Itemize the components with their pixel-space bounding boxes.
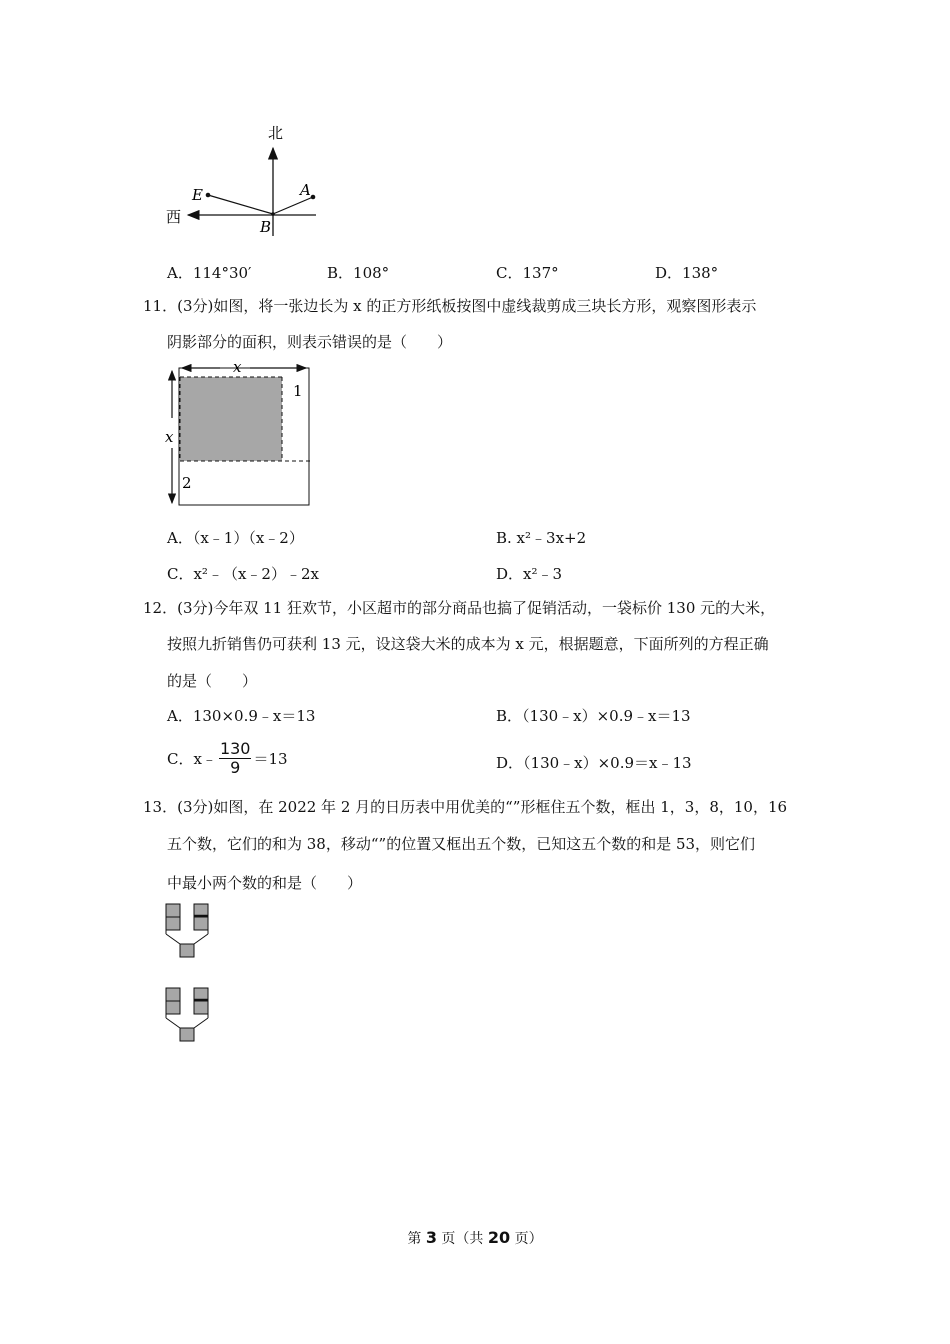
q12-option-c-prefix: C．x﹣ [167,750,217,768]
page-footer [0,1228,950,1248]
footer-page-number: 3 [425,1228,437,1247]
ray-ba [273,197,313,214]
footer-middle: 页（共 [436,1231,488,1247]
label-b: B [260,218,272,236]
west-label: 西 [166,208,182,226]
shaded-rect [180,377,282,461]
q10-option-d: D．138° [655,264,719,282]
q10-option-a: A．114°30′ [167,264,252,282]
fraction-denominator: 9 [230,758,241,777]
footer-prefix: 第 [407,1231,426,1247]
footer-total-pages: 20 [487,1228,511,1247]
frame-shape-2 [163,986,213,1044]
q10-option-b: B．108° [327,264,390,282]
north-label: 北 [268,124,284,142]
footer-suffix: 页） [510,1231,543,1247]
fraction-numerator: 130 [219,739,251,758]
label-1: 1 [293,382,303,400]
q13-line-3: 中最小两个数的和是（ ） [167,874,363,892]
q12-option-d: D．（130﹣x）×0.9＝x﹣13 [496,754,692,772]
q11-option-c: C．x²﹣（x﹣2）﹣2x [167,565,319,583]
compass-figure [160,118,330,243]
q12-line-2: 按照九折销售仍可获利 13 元，设这袋大米的成本为 x 元，根据题意，下面所列的方程正确 [167,635,769,653]
frame-shape-1 [163,902,213,960]
q11-line-2: 阴影部分的面积，则表示错误的是（ ） [167,333,453,351]
square-figure [160,358,320,510]
x-left-label: x [165,428,174,446]
label-a: A [300,181,311,199]
q13-line-2: 五个数，它们的和为 38，移动“”的位置又框出五个数，已知这五个数的和是 53，则它们 [167,835,756,853]
q12-option-c-suffix: ＝13 [253,750,288,768]
q12-line-1: 12．(3分)今年双 11 狂欢节，小区超市的部分商品也搞了促销活动，一袋标价 130 元的大米， [143,599,776,617]
q11-option-d: D．x²﹣3 [496,565,563,583]
point-a [311,195,316,200]
q12-line-3: 的是（ ） [167,672,258,690]
x-top-label: x [233,358,242,376]
q11-line-1: 11．(3分)如图，将一张边长为 x 的正方形纸板按图中虚线裁剪成三块长方形，观察图形表示 [143,297,757,315]
point-b [271,212,275,216]
q12-option-b: B．（130﹣x）×0.9﹣x＝13 [496,707,691,725]
q13-line-1: 13．(3分)如图，在 2022 年 2 月的日历表中用优美的“”形框住五个数，框出 1，3，8，10，16 [143,798,788,816]
ray-be [208,195,273,214]
point-e [206,193,211,198]
q11-option-a: A．（x﹣1）（x﹣2） [167,529,304,547]
fraction [219,740,252,777]
q12-option-c [167,740,288,777]
label-2: 2 [182,474,192,492]
q12-option-a: A．130×0.9﹣x＝13 [167,707,316,725]
label-e: E [192,186,203,204]
q10-option-c: C．137° [496,264,559,282]
q11-option-b: B. x²﹣3x+2 [496,529,587,547]
